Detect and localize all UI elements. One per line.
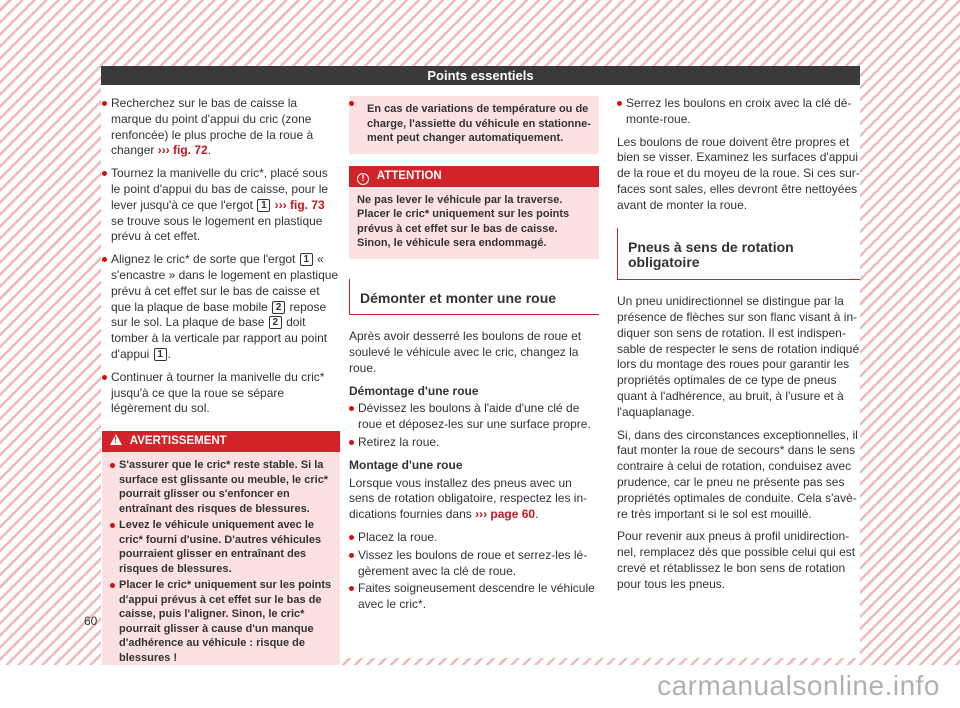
watermark: carmanualsonline.info — [657, 670, 940, 701]
paragraph: Un pneu unidirectionnel se distingue par la présence de flèches sur son flanc visant à indiquer son sens de rotation. Il est indispensable de respecter le sens de rotation indiqué lors du montage des roues pour garantir les propriétés optimales de ce type de pneus quant à l'adhérence, au bruit, à l'usure et à l'aquaplanage. — [617, 294, 860, 419]
section-heading: Pneus à sens de rotation obligatoire — [617, 228, 860, 281]
page-link[interactable]: ››› page 60 — [475, 507, 536, 522]
warning-header: ! AVERTISSEMENT — [102, 431, 340, 452]
note-text: En cas de variations de température ou de charge, l'assiette du véhicule en stationnement peut changer automatiquement. — [349, 96, 599, 154]
callout-number: 2 — [269, 316, 282, 329]
bullet-item: Faites soigneusement descendre le véhicule avec le cric*. — [349, 581, 599, 613]
callout-number: 1 — [300, 253, 313, 266]
section-heading: Démonter et monter une roue — [349, 279, 599, 316]
bullet-item: Retirez la roue. — [349, 435, 599, 451]
figure-link[interactable]: ››› fig. 72 — [157, 143, 208, 158]
page-header: Points essentiels — [101, 66, 860, 85]
bullet-item: Recherchez sur le bas de caisse la marque du point d'appui du cric (zone renfoncée) le plus proche de la roue à changer ››› fig. 72. — [102, 96, 340, 159]
intro-text: Après avoir desserré les boulons de roue et soulevé le véhicule avec le cric, changez la roue. — [349, 329, 582, 375]
column-3 — [617, 96, 860, 600]
column-2 — [349, 96, 599, 620]
column-1 — [102, 96, 340, 675]
paragraph: Pour revenir aux pneus à profil unidirectionnel, remplacez dès que possible celui qui est crevé et rétablissez le bon sens de rotation pour tous les pneus. — [617, 529, 856, 591]
subheading: Démontage d'une roue — [349, 383, 479, 398]
callout-number: 2 — [272, 301, 285, 314]
bullet-item: Tournez la manivelle du cric*, placé sous le point d'appui du bas de caisse, pour le lever jusqu'à ce que l'ergot 1 ››› fig. 73 se trouve sous le logement en plastique prévu à cet effet. — [102, 166, 340, 245]
warning-body — [102, 452, 340, 675]
callout-number: 1 — [257, 199, 270, 212]
bullet-item: Placez la roue. — [349, 530, 599, 546]
subheading: Montage d'une roue — [349, 457, 463, 472]
attention-body: Ne pas lever le véhicule par la traverse. Placer le cric* uniquement sur les points prévus à cet effet sur le bas de caisse. Sinon, le véhicule sera endommagé. — [357, 193, 570, 249]
warning-triangle-icon — [110, 434, 122, 445]
warning-item: Levez le véhicule uniquement avec le cric* fourni d'usine. D'autres véhicules pourraient glisser en entraînant des risques de blessures. — [110, 518, 332, 576]
bullet-item: Vissez les boulons de roue et serrez-les légèrement avec la clé de roue. — [349, 548, 599, 580]
page-number: 60 — [84, 614, 98, 628]
bullet-item: Continuer à tourner la manivelle du cric* jusqu'à ce que la roue se sépare légèrement du sol. — [102, 370, 340, 417]
warning-item: S'assurer que le cric* reste stable. Si la surface est glissante ou meuble, le cric* pourrait glisser ou s'enfoncer en entraînant des risques de blessures. — [110, 458, 332, 516]
bullet-item: Serrez les boulons en croix avec la clé démonte-roue. — [617, 96, 860, 128]
warning-box — [102, 431, 340, 675]
note-box — [349, 96, 599, 154]
mount-text: Lorsque vous installez des pneus avec un sens de rotation obligatoire, respectez les indications fournies dans ››› page 60. — [349, 475, 588, 522]
info-circle-icon: ! — [357, 173, 369, 185]
attention-box — [349, 166, 599, 259]
callout-number: 1 — [154, 348, 167, 361]
paragraph: Les boulons de roue doivent être propres et bien se visser. Examinez les surfaces d'appui de la roue et du moyeu de la roue. Si ces surfaces sont sales, elles devront être nettoyées avant de monter la roue. — [617, 134, 860, 212]
attention-header: ! ATTENTION — [349, 166, 599, 187]
paragraph: Si, dans des circonstances exceptionnelles, il faut monter la roue de secours* dans le sens contraire à celui de rotation, conduisez avec prudence, car le pneu ne présente pas ses propriétés optimales de conduite. Cela s'avère très important si le sol est mouillé. — [617, 427, 858, 521]
bullet-item: Dévissez les boulons à l'aide d'une clé de roue et déposez-les sur une surface propre. — [349, 401, 599, 433]
figure-link[interactable]: ››› fig. 73 — [271, 197, 325, 212]
bullet-item: Alignez le cric* de sorte que l'ergot 1 « s'encastre » dans le logement en plastique prévu à cet effet sur le bas de caisse et que la plaque de base mobile 2 repose sur le sol. La plaque de base 2 doit tomber à la verticale par rapport au point d'appui 1 . — [102, 252, 340, 363]
warning-item: Placer le cric* uniquement sur les points d'appui prévus à cet effet sur le bas de caisse, puis l'aligner. Sinon, le cric* pourrait glisser à cause d'un manque d'adhérence au véhicule : risque de blessures ! — [110, 578, 332, 665]
